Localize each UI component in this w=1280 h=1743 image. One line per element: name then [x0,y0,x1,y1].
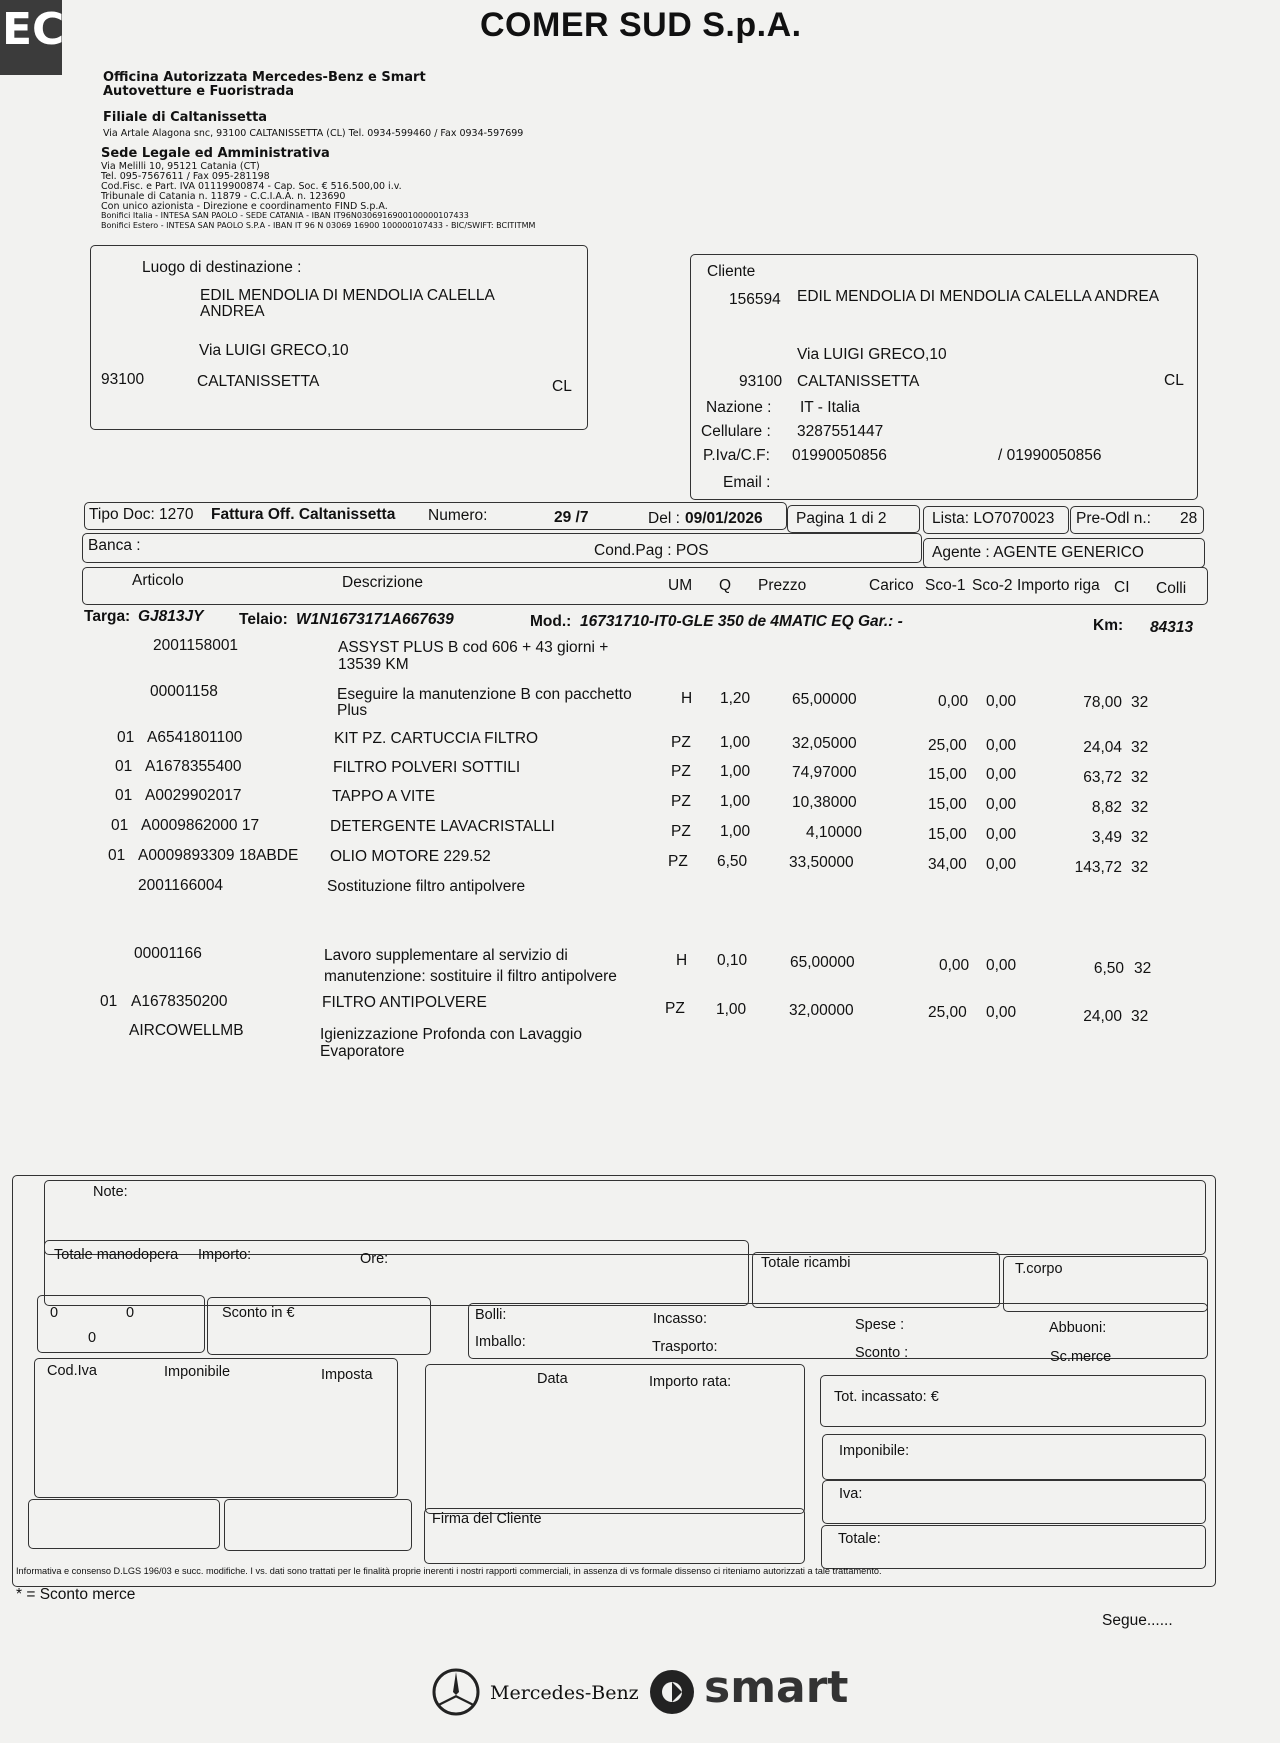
row-qty: 1,00 [720,793,751,810]
plate-label: Targa: [84,608,131,625]
km-value: 84313 [1150,619,1194,636]
client-label: Cliente [707,263,756,280]
row-amount: 6,50 [1093,960,1124,977]
hq-line: Con unico azionista - Direzione e coordinamento FIND S.p.A. [101,201,388,212]
col-carico: Carico [869,577,914,594]
grand-total-label: Totale: [838,1531,881,1547]
allowances-label: Abbuoni: [1049,1320,1107,1336]
row-sco1: 25,00 [928,737,967,754]
col-descrizione: Descrizione [342,574,423,591]
lista-value: Lista: LO7070023 [932,510,1055,527]
row-price: 4,10000 [805,824,862,841]
row-um: PZ [668,853,688,870]
row-prefix: 01 [115,758,133,775]
branch-address: Via Artale Alagona snc, 93100 CALTANISSETTA (CL) Tel. 0934-599460 / Fax 0934-597699 [103,128,524,139]
row-sco2: 0,00 [986,693,1017,710]
row-prefix: 01 [117,729,135,746]
col-sco2: Sco-2 [972,577,1013,594]
model-label: Mod.: [530,613,572,630]
privacy-notice: Informativa e consenso D.LGS 196/03 e succ. modifiche. I vs. dati sono trattati per le finalità proprie inerenti i nostri rapporti commerciali, in assenza di vs formale dissenso ci riteniamo autorizzati a tale trattamento. [16,1566,882,1576]
discount-label: Sconto in € [222,1305,295,1321]
cf-value: / 01990050856 [998,447,1102,464]
company-line2: Autovetture e Fuoristrada [103,84,295,99]
mobile-value: 3287551447 [797,423,884,440]
row-sco1: 15,00 [928,796,967,813]
col-articolo: Articolo [132,572,184,589]
col-colli: Colli [1156,580,1187,597]
row-article: AIRCOWELLMB [129,1022,244,1039]
row-sco1: 25,00 [928,1004,967,1021]
row-description: KIT PZ. CARTUCCIA FILTRO [334,730,539,747]
row-qty: 0,10 [717,952,748,969]
row-amount: 143,72 [1074,859,1122,876]
taxable-total-label: Imponibile: [839,1443,910,1459]
date-value: 09/01/2026 [685,510,763,527]
row-description: TAPPO A VITE [332,788,436,805]
nation-label: Nazione : [706,399,772,416]
collected-label: Tot. incassato: € [834,1389,939,1405]
agent-value: Agente : AGENTE GENERICO [932,544,1144,561]
col-importo: Importo riga [1017,577,1100,594]
destination-label: Luogo di destinazione : [142,259,302,276]
row-um: H [676,952,688,969]
client-city: CALTANISSETTA [797,373,920,390]
hq-line: Via Melilli 10, 95121 Catania (CT) [101,161,260,172]
row-um: H [681,690,693,707]
company-name: COMER SUD S.p.A. [480,6,802,44]
labor-total-label: Totale manodopera [54,1247,179,1263]
preodl-value: 28 [1180,510,1198,527]
continues-label: Segue...... [1102,1612,1173,1629]
goods-discount-legend: * = Sconto merce [16,1586,136,1603]
vat-label: P.Iva/C.F: [703,447,770,464]
destination-prov: CL [552,378,572,395]
smart-logo-icon [646,1666,698,1718]
row-description: FILTRO ANTIPOLVERE [322,994,487,1011]
row-qty: 6,50 [717,853,748,870]
row-description: OLIO MOTORE 229.52 [330,848,491,865]
row-article: A0029902017 [145,787,242,804]
row-um: PZ [671,793,691,810]
branch-title: Filiale di Caltanissetta [103,110,268,125]
row-price: 74,97000 [792,764,857,781]
row-ci: 32 [1131,769,1149,786]
row-sco2: 0,00 [986,1004,1017,1021]
smart-wordmark: smart [704,1662,849,1713]
counter-b: 0 [126,1305,135,1321]
col-q: Q [719,577,732,594]
packing-label: Imballo: [475,1334,526,1350]
mercedes-wordmark: Mercedes-Benz [490,1682,639,1704]
client-name: EDIL MENDOLIA DI MENDOLIA CALELLA ANDREA [797,288,1160,305]
row-prefix: 01 [108,847,126,864]
numero-value: 29 /7 [554,509,589,526]
row-amount: 24,00 [1083,1008,1122,1025]
row-description-2: manutenzione: sostituire il filtro antipolvere [324,968,617,985]
row-sco2: 0,00 [986,957,1017,974]
row-ci: 32 [1131,859,1149,876]
mobile-label: Cellulare : [701,423,771,440]
client-cap: 93100 [739,373,783,390]
parts-total-label: Totale ricambi [761,1255,851,1271]
blank-box-2 [224,1499,412,1551]
note-label: Note: [93,1184,128,1200]
row-um: PZ [671,763,691,780]
hq-line: Tribunale di Catania n. 11879 - C.C.I.A.A. n. 123690 [101,191,346,202]
row-qty: 1,00 [716,1001,747,1018]
row-article: 2001158001 [153,637,239,654]
counter-c: 0 [88,1330,97,1346]
company-line1: Officina Autorizzata Mercedes-Benz e Smart [103,70,426,85]
row-sco2: 0,00 [986,766,1017,783]
vat-total-box [822,1480,1206,1524]
row-amount: 3,49 [1091,829,1122,846]
strip-text: EC [2,4,65,55]
row-sco1: 0,00 [939,957,970,974]
row-amount: 63,72 [1083,769,1122,786]
vat-value: 01990050856 [792,447,887,464]
row-ci: 32 [1134,960,1152,977]
destination-cap: 93100 [101,371,145,388]
mercedes-star-icon [430,1666,482,1718]
tcorpo-label: T.corpo [1015,1261,1063,1277]
row-article: A0009893309 18ABDE [138,847,299,864]
destination-city: CALTANISSETTA [197,373,320,390]
date-col-label: Data [537,1371,568,1387]
row-price: 32,05000 [792,735,857,752]
numero-label: Numero: [428,507,488,524]
transport-label: Trasporto: [652,1339,718,1355]
bank-box [82,533,922,563]
row-qty: 1,00 [720,734,751,751]
row-price: 33,50000 [789,854,854,871]
row-description: Igienizzazione Profonda con Lavaggio [320,1026,582,1043]
model-value: 16731710-IT0-GLE 350 de 4MATIC EQ Gar.: - [580,613,903,630]
row-amount: 24,04 [1083,739,1122,756]
date-label: Del : [648,510,680,527]
hours-label: Ore: [360,1251,389,1267]
hq-line: Tel. 095-7567611 / Fax 095-281198 [101,171,270,182]
row-sco2: 0,00 [986,737,1017,754]
hq-line: Bonifici Estero - INTESA SAN PAOLO S.P.A - IBAN IT 96 N 03069 16900 100000107433 - BIC/SWIFT: BCITITMM [101,221,536,230]
discount-short-label: Sconto : [855,1345,909,1361]
row-article: A0009862000 17 [141,817,260,834]
row-sco1: 0,00 [938,693,969,710]
labor-amount-label: Importo: [198,1247,252,1263]
col-sco1: Sco-1 [925,577,966,594]
row-ci: 32 [1131,739,1149,756]
row-um: PZ [671,734,691,751]
row-description: FILTRO POLVERI SOTTILI [333,759,521,776]
row-article: 00001166 [134,945,202,962]
row-ci: 32 [1131,799,1149,816]
row-qty: 1,00 [720,763,751,780]
tax-label: Imposta [321,1367,373,1383]
row-article: A6541801100 [147,729,243,746]
row-ci: 32 [1131,1008,1149,1025]
row-amount: 8,82 [1091,799,1122,816]
row-sco2: 0,00 [986,796,1017,813]
nation-value: IT - Italia [800,399,861,416]
vat-total-label: Iva: [839,1486,863,1502]
row-price: 65,00000 [790,954,855,971]
destination-name: EDIL MENDOLIA DI MENDOLIA CALELLA [200,287,495,304]
col-um: UM [668,577,693,594]
row-description: DETERGENTE LAVACRISTALLI [330,818,555,835]
row-prefix: 01 [100,993,118,1010]
client-prov: CL [1164,372,1184,389]
col-prezzo: Prezzo [758,577,807,594]
installment-label: Importo rata: [649,1374,732,1390]
stamp-label: Bolli: [475,1307,507,1323]
doc-type: Tipo Doc: 1270 [89,506,194,523]
vat-code-label: Cod.Iva [47,1363,97,1379]
row-price: 32,00000 [789,1002,854,1019]
expenses-label: Spese : [855,1317,905,1333]
row-description: Eseguire la manutenzione B con pacchetto [337,686,632,703]
row-prefix: 01 [111,817,129,834]
row-sco1: 15,00 [928,826,967,843]
client-code: 156594 [729,291,781,308]
row-price: 65,00000 [792,691,857,708]
goods-discount-label: Sc.merce [1050,1349,1112,1365]
counters-box [37,1295,205,1353]
client-street: Via LUIGI GRECO,10 [797,346,947,363]
row-article: A1678350200 [131,993,228,1010]
hq-line: Cod.Fisc. e Part. IVA 01119900874 - Cap. Soc. € 516.500,00 i.v. [101,181,402,192]
signature-label: Firma del Cliente [432,1511,542,1527]
collection-label: Incasso: [653,1311,707,1327]
preodl-label: Pre-Odl n.: [1076,510,1151,527]
km-label: Km: [1093,617,1124,634]
letterhead-strip [0,0,65,75]
destination-name-2: ANDREA [200,303,265,320]
row-description: Lavoro supplementare al servizio di [324,947,568,964]
hq-title: Sede Legale ed Amministrativa [101,146,330,161]
row-amount: 78,00 [1083,694,1122,711]
row-sco2: 0,00 [986,856,1017,873]
row-article: A1678355400 [145,758,242,775]
row-sco1: 15,00 [928,766,967,783]
doc-type-name: Fattura Off. Caltanissetta [211,506,396,523]
plate-value: GJ813JY [138,608,204,625]
row-prefix: 01 [115,787,133,804]
row-um: PZ [671,823,691,840]
chassis-value: W1N1673171A667639 [296,611,454,628]
row-um: PZ [665,1000,685,1017]
destination-street: Via LUIGI GRECO,10 [199,342,349,359]
counter-a: 0 [50,1305,59,1321]
email-label: Email : [723,474,771,491]
row-description: Sostituzione filtro antipolvere [327,878,526,895]
row-ci: 32 [1131,694,1149,711]
payment-terms: Cond.Pag : POS [594,542,709,559]
row-description-2: Evaporatore [320,1043,405,1060]
row-qty: 1,00 [720,823,751,840]
installments-box [425,1364,805,1514]
page-number: Pagina 1 di 2 [796,510,887,527]
row-article: 00001158 [150,683,218,700]
blank-box-1 [28,1499,220,1549]
row-article: 2001166004 [138,877,224,894]
row-description: ASSYST PLUS B cod 606 + 43 giorni + [338,639,609,656]
taxable-label: Imponibile [164,1364,231,1380]
row-description-2: Plus [337,702,368,719]
row-sco1: 34,00 [928,856,967,873]
row-ci: 32 [1131,829,1149,846]
hq-line: Bonifici Italia - INTESA SAN PAOLO - SEDE CATANIA - IBAN IT96N0306916900100000107433 [101,211,469,220]
row-qty: 1,20 [720,690,751,707]
row-price: 10,38000 [792,794,857,811]
col-ci: CI [1114,579,1130,596]
row-sco2: 0,00 [986,826,1017,843]
row-description-2: 13539 KM [338,656,409,673]
bank-label: Banca : [88,537,141,554]
chassis-label: Telaio: [239,611,288,628]
